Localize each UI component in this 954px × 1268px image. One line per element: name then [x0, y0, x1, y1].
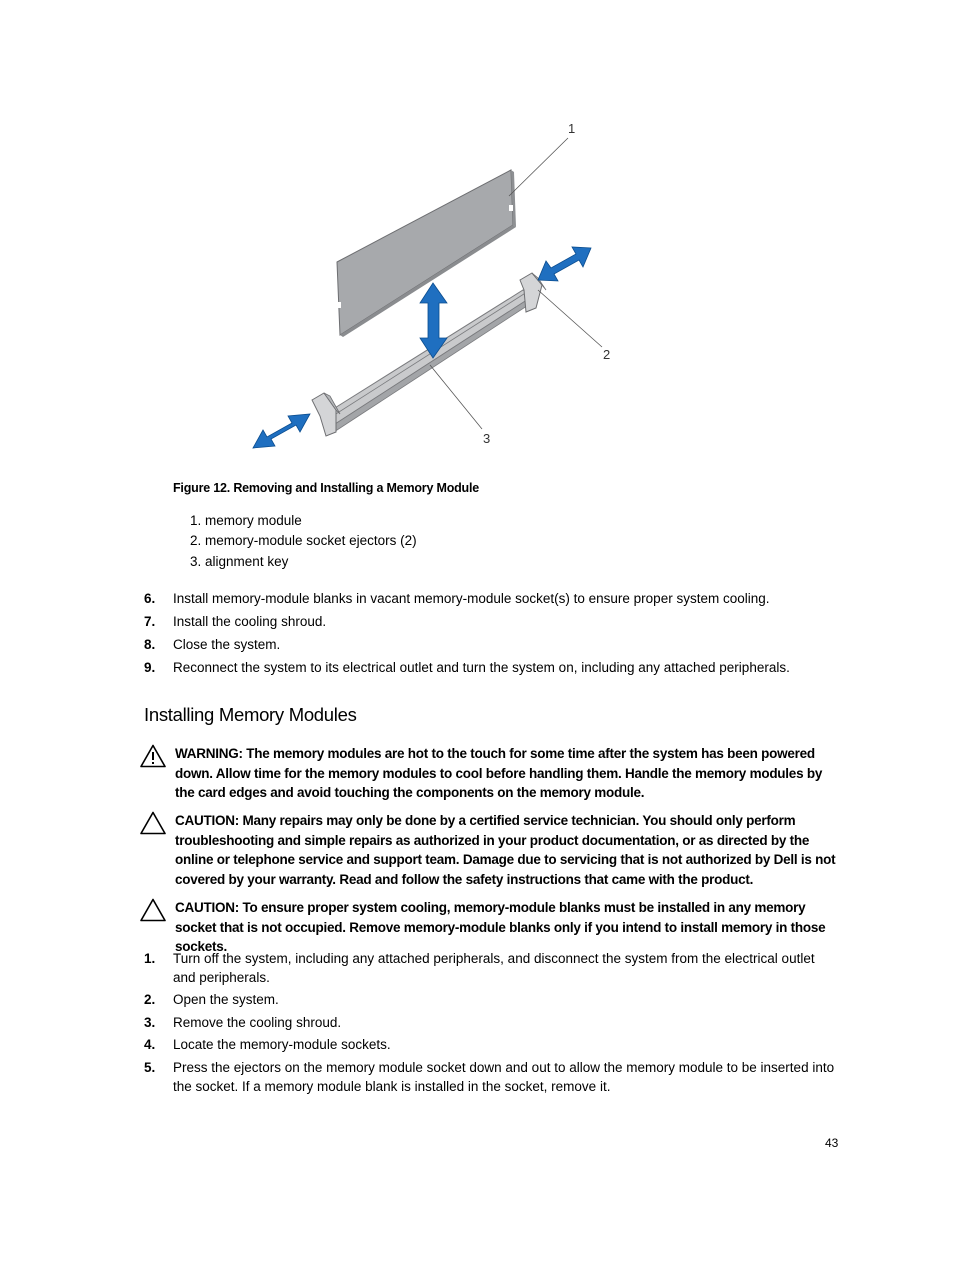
legend-item [190, 554, 288, 569]
step-number: 5. [144, 1060, 156, 1075]
memory-module-illustration [240, 110, 640, 460]
step-number: 9. [144, 660, 156, 675]
step-number: 8. [144, 637, 156, 652]
legend-number: 3. [190, 554, 202, 569]
legend-text: alignment key [205, 554, 289, 569]
step-text: Close the system. [173, 637, 281, 652]
figure-caption: Figure 12. Removing and Installing a Memory Module [173, 481, 480, 495]
legend-number: 2. [190, 533, 202, 548]
legend-text: memory-module socket ejectors (2) [205, 533, 417, 548]
warning-text: WARNING: The memory modules are hot to the touch for some time after the system has been powered down. Allow time for the memory modules to cool before handling them. Handle the memory modules by the card edges and avoid touching the components on the memory module. [175, 746, 823, 800]
diagonal-arrow-right [538, 247, 591, 281]
caution-icon [140, 811, 166, 835]
callout-1: 1 [568, 121, 576, 136]
step-text: Install memory-module blanks in vacant memory-module socket(s) to ensure proper system cooling. [173, 591, 770, 606]
step-text: Open the system. [173, 992, 279, 1007]
caution-icon [140, 898, 166, 922]
callout-leader-lines [430, 138, 602, 429]
step-text: Reconnect the system to its electrical outlet and turn the system on, including any attached peripherals. [173, 660, 790, 675]
step-text: Press the ejectors on the memory module socket down and out to allow the memory module to be inserted into the socket. If a memory module blank is installed in the socket, remove it. [173, 1060, 835, 1094]
step-text: Turn off the system, including any attached peripherals, and disconnect the system from the electrical outlet and peripherals. [173, 951, 815, 985]
legend-number: 1. [190, 513, 202, 528]
step-text: Install the cooling shroud. [173, 614, 327, 629]
warning-icon [140, 744, 166, 768]
step-number: 2. [144, 992, 156, 1007]
diagonal-arrow-left [253, 414, 310, 448]
warning-notice [140, 744, 840, 804]
legend-text: memory module [205, 513, 302, 528]
callout-3: 3 [483, 431, 491, 446]
page-number: 43 [825, 1136, 839, 1150]
step-number: 6. [144, 591, 156, 606]
callout-2: 2 [603, 347, 611, 362]
step-number: 4. [144, 1037, 156, 1052]
caution-text: CAUTION: Many repairs may only be done by a certified service technician. You should only perform troubleshooting and simple repairs as authorized in your product documentation, or as directed by the online or telephone service and support team. Damage due to servicing that is not authorized by Dell is not covered by your warranty. Read and follow the safety instructions that came with the product. [175, 813, 836, 887]
legend-item [190, 533, 417, 548]
step-text: Locate the memory-module sockets. [173, 1037, 391, 1052]
legend-item [190, 513, 302, 528]
step-number: 3. [144, 1015, 156, 1030]
socket-ejector-left [312, 393, 340, 436]
caution-text: CAUTION: To ensure proper system cooling, memory-module blanks must be installed in any memory socket that is not occupied. Remove memory-module blanks only if you intend to install memory in those sockets. [175, 900, 826, 954]
caution-notice [140, 811, 840, 891]
step-number: 7. [144, 614, 156, 629]
caution-notice [140, 898, 840, 954]
step-number: 1. [144, 951, 156, 966]
section-heading: Installing Memory Modules [144, 704, 357, 725]
step-text: Remove the cooling shroud. [173, 1015, 342, 1030]
